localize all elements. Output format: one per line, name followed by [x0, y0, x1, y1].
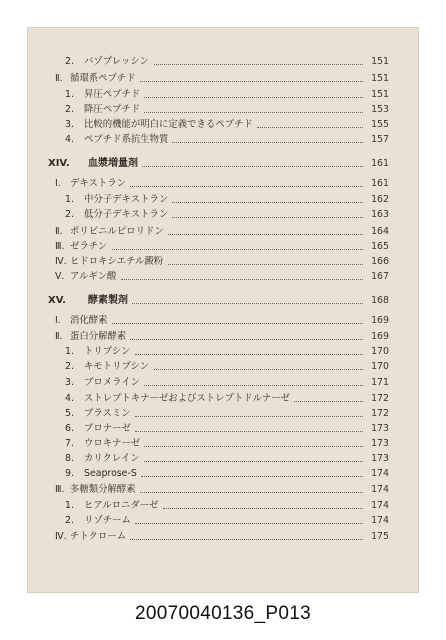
toc-page-number: 153	[371, 104, 389, 115]
toc-leader-dots	[154, 64, 363, 65]
toc-entry-row	[27, 330, 419, 344]
toc-page-number: 172	[371, 408, 389, 419]
toc-leader-dots	[144, 461, 363, 462]
document-page	[27, 27, 419, 593]
toc-leader-dots	[163, 508, 363, 509]
toc-page-number: 173	[371, 438, 389, 449]
toc-entry-label: ゼラチン	[70, 241, 108, 252]
toc-leader-dots	[144, 446, 363, 447]
toc-entry-row	[27, 103, 419, 117]
toc-entry-label: トリプシン	[84, 346, 131, 357]
toc-entry-number: Ⅱ.	[55, 226, 63, 237]
toc-entry-row	[27, 55, 419, 69]
toc-entry-number: Ⅲ.	[55, 241, 65, 252]
toc-leader-dots	[121, 279, 363, 280]
toc-leader-dots	[135, 416, 363, 417]
toc-entry-number: 2.	[65, 104, 74, 115]
toc-leader-dots	[140, 492, 363, 493]
toc-chapter-row	[27, 294, 419, 308]
toc-page-number: 170	[371, 346, 389, 357]
toc-entry-row	[27, 422, 419, 436]
toc-leader-dots	[168, 234, 363, 235]
toc-leader-dots	[140, 81, 363, 82]
toc-entry-label: ストレプトキナーゼおよびストレプトドルナーゼ	[84, 393, 290, 404]
toc-entry-label: ウロキナーゼ	[84, 438, 141, 449]
toc-entry-number: 2.	[65, 209, 74, 220]
toc-leader-dots	[142, 166, 363, 167]
toc-leader-dots	[112, 249, 363, 250]
toc-entry-number: 1.	[65, 89, 74, 100]
toc-entry-number: Ⅱ.	[55, 73, 63, 84]
toc-entry-label: 循環系ペプチド	[70, 73, 136, 84]
toc-leader-dots	[154, 369, 363, 370]
toc-entry-row	[27, 483, 419, 497]
toc-entry-row	[27, 360, 419, 374]
toc-entry-row	[27, 514, 419, 528]
toc-entry-label: チトクローム	[70, 531, 127, 542]
toc-entry-number: 1.	[65, 194, 74, 205]
toc-page-number: 174	[371, 515, 389, 526]
toc-entry-label: プラスミン	[84, 408, 131, 419]
catalog-id-caption: 20070040136_P013	[135, 603, 311, 624]
toc-leader-dots	[144, 385, 363, 386]
toc-page-number: 170	[371, 361, 389, 372]
toc-entry-label: 昇圧ペプチド	[84, 89, 141, 100]
toc-entry-row	[27, 225, 419, 239]
toc-entry-label: ブロメライン	[84, 377, 140, 388]
toc-entry-label: 低分子デキストラン	[84, 209, 169, 220]
toc-entry-number: XIV.	[48, 158, 70, 169]
toc-entry-number: 7.	[65, 438, 74, 449]
toc-entry-label: 酵素製剤	[88, 295, 128, 306]
toc-page-number: 164	[371, 226, 389, 237]
toc-page-number: 174	[371, 500, 389, 511]
toc-page-number: 167	[371, 271, 389, 282]
toc-entry-number: Ⅲ.	[55, 484, 65, 495]
toc-entry-row	[27, 314, 419, 328]
toc-page-number: 174	[371, 484, 389, 495]
toc-entry-number: 3.	[65, 119, 74, 130]
toc-page-number: 165	[371, 241, 389, 252]
toc-page-number: 151	[371, 89, 389, 100]
toc-leader-dots	[144, 97, 363, 98]
toc-entry-row	[27, 118, 419, 132]
toc-leader-dots	[135, 354, 363, 355]
toc-leader-dots	[130, 186, 363, 187]
toc-entry-label: デキストラン	[70, 178, 127, 189]
toc-entry-row	[27, 270, 419, 284]
toc-page-number: 168	[371, 295, 389, 306]
toc-entry-label: 中分子デキストラン	[84, 194, 169, 205]
toc-page-number: 157	[371, 134, 389, 145]
toc-entry-row	[27, 392, 419, 406]
toc-entry-label: 消化酵素	[70, 315, 108, 326]
toc-entry-number: Ⅰ.	[55, 315, 61, 326]
toc-entry-number: 5.	[65, 408, 74, 419]
toc-leader-dots	[135, 431, 363, 432]
toc-entry-number: XV.	[48, 295, 66, 306]
toc-entry-label: ポリビニルピロリドン	[70, 226, 164, 237]
toc-entry-number: 2.	[65, 515, 74, 526]
toc-entry-number: Ⅰ.	[55, 178, 61, 189]
toc-page-number: 169	[371, 331, 389, 342]
toc-entry-row	[27, 133, 419, 147]
toc-entry-label: アルギン酸	[70, 271, 117, 282]
toc-entry-row	[27, 437, 419, 451]
toc-leader-dots	[172, 142, 363, 143]
toc-entry-row	[27, 530, 419, 544]
toc-entry-number: 2.	[65, 361, 74, 372]
toc-leader-dots	[294, 401, 363, 402]
toc-leader-dots	[172, 217, 363, 218]
toc-leader-dots	[168, 264, 363, 265]
toc-entry-row	[27, 452, 419, 466]
toc-entry-number: Ⅳ.	[55, 531, 67, 542]
toc-leader-dots	[132, 303, 363, 304]
toc-page-number: 162	[371, 194, 389, 205]
toc-entry-row	[27, 499, 419, 513]
toc-entry-label: キモトリプシン	[84, 361, 150, 372]
toc-entry-label: 多糖類分解酵素	[70, 484, 136, 495]
toc-entry-row	[27, 345, 419, 359]
toc-entry-label: リゾチーム	[84, 515, 131, 526]
toc-entry-row	[27, 240, 419, 254]
toc-entry-row	[27, 467, 419, 481]
toc-entry-label: 血漿増量剤	[88, 158, 138, 169]
toc-entry-label: Seaprose-S	[84, 468, 137, 479]
toc-page-number: 166	[371, 256, 389, 267]
toc-entry-number: 8.	[65, 453, 74, 464]
toc-entry-number: Ⅱ.	[55, 331, 63, 342]
toc-entry-label: ペプチド系抗生物質	[84, 134, 169, 145]
toc-entry-label: 比較的機能が明白に定義できるペプチド	[84, 119, 253, 130]
toc-leader-dots	[112, 323, 363, 324]
toc-entry-label: ヒドロキシエチル澱粉	[70, 256, 164, 267]
toc-entry-label: バゾプレッシン	[84, 56, 149, 67]
toc-page-number: 161	[371, 178, 389, 189]
toc-entry-number: 1.	[65, 500, 74, 511]
toc-page-number: 151	[371, 73, 389, 84]
toc-page-number: 174	[371, 468, 389, 479]
toc-entry-number: 3.	[65, 377, 74, 388]
toc-entry-number: Ⅳ.	[55, 256, 67, 267]
toc-page-number: 161	[371, 158, 389, 169]
toc-entry-number: Ⅴ.	[55, 271, 65, 282]
toc-entry-label: 蛋白分解酵素	[70, 331, 127, 342]
toc-entry-row	[27, 72, 419, 86]
toc-leader-dots	[144, 112, 363, 113]
toc-page-number: 171	[371, 377, 389, 388]
toc-leader-dots	[135, 523, 363, 524]
toc-leader-dots	[130, 339, 363, 340]
toc-entry-number: 1.	[65, 346, 74, 357]
toc-entry-number: 2.	[65, 56, 74, 67]
toc-entry-number: 6.	[65, 423, 74, 434]
toc-entry-row	[27, 88, 419, 102]
toc-entry-label: ヒアルロニダーゼ	[84, 500, 159, 511]
toc-page-number: 175	[371, 531, 389, 542]
toc-page-number: 172	[371, 393, 389, 404]
toc-leader-dots	[172, 202, 363, 203]
toc-leader-dots	[141, 476, 363, 477]
toc-page-number: 169	[371, 315, 389, 326]
toc-page-number: 173	[371, 453, 389, 464]
toc-entry-label: プロナーゼ	[84, 423, 131, 434]
toc-entry-number: 4.	[65, 134, 74, 145]
toc-entry-number: 9.	[65, 468, 74, 479]
toc-page-number: 151	[371, 56, 389, 67]
toc-leader-dots	[257, 127, 363, 128]
toc-entry-row	[27, 255, 419, 269]
toc-page-number: 163	[371, 209, 389, 220]
toc-page-number: 173	[371, 423, 389, 434]
toc-entry-label: 降圧ペプチド	[84, 104, 141, 115]
toc-entry-number: 4.	[65, 393, 74, 404]
toc-entry-row	[27, 376, 419, 390]
toc-page-number: 155	[371, 119, 389, 130]
toc-entry-row	[27, 407, 419, 421]
toc-entry-label: カリクレイン	[84, 453, 140, 464]
toc-chapter-row	[27, 157, 419, 171]
toc-entry-row	[27, 193, 419, 207]
toc-entry-row	[27, 177, 419, 191]
toc-entry-row	[27, 208, 419, 222]
toc-leader-dots	[130, 539, 363, 540]
